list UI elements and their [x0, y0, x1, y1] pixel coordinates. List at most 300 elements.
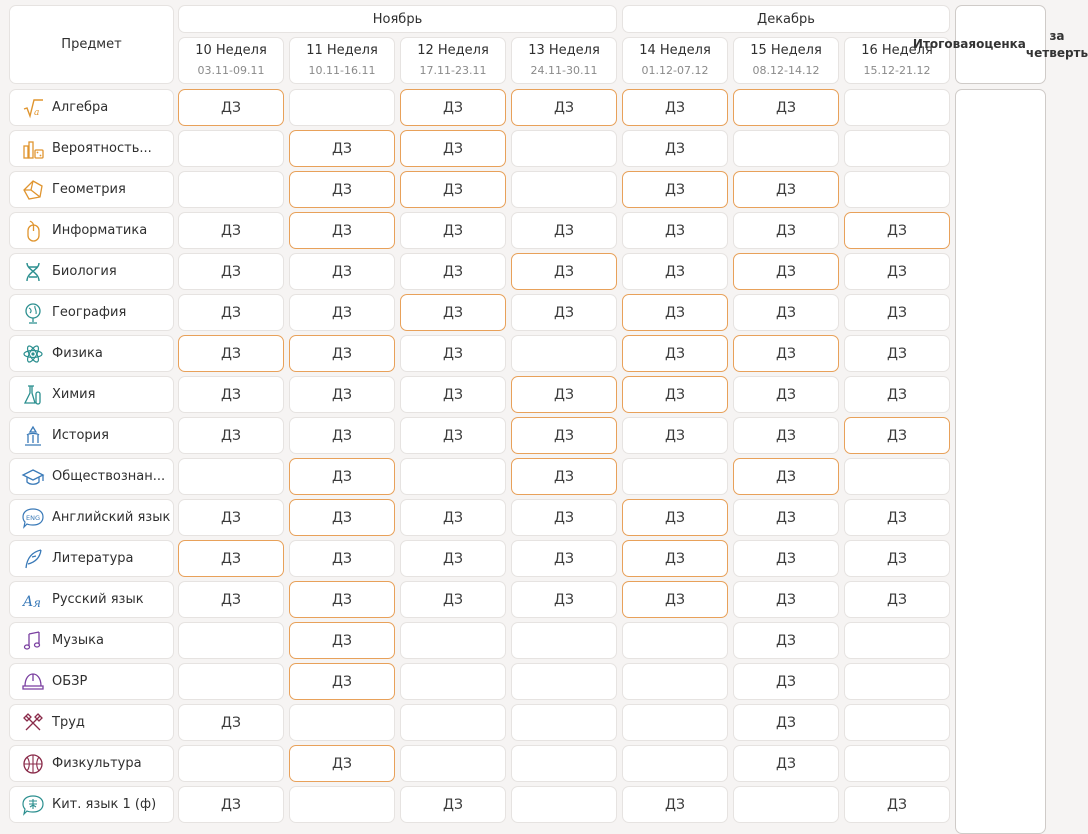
homework-cell[interactable]: [733, 294, 839, 331]
homework-label: ДЗ: [332, 632, 352, 649]
homework-label: ДЗ: [776, 591, 796, 608]
quill-icon: [22, 548, 44, 570]
empty-cell: [844, 89, 950, 126]
graduation-cap-icon: [22, 466, 44, 488]
final-grade-column: [955, 89, 1046, 834]
homework-label: ДЗ: [332, 550, 352, 567]
homework-cell[interactable]: [511, 376, 617, 413]
homework-cell[interactable]: [622, 786, 728, 823]
homework-label: ДЗ: [554, 386, 574, 403]
empty-cell: [511, 745, 617, 782]
empty-cell: [289, 786, 395, 823]
final-grade-header: [912, 5, 1088, 84]
homework-label: ДЗ: [665, 427, 685, 444]
homework-cell[interactable]: [178, 89, 284, 126]
homework-label: ДЗ: [665, 222, 685, 239]
flask-icon: [22, 384, 44, 406]
homework-label: ДЗ: [443, 222, 463, 239]
empty-cell: [400, 745, 506, 782]
homework-label: ДЗ: [776, 550, 796, 567]
homework-cell[interactable]: [289, 294, 395, 331]
empty-cell: [400, 458, 506, 495]
week-header: [733, 37, 839, 84]
subject-name: Обществознан...: [52, 469, 166, 484]
homework-cell[interactable]: [733, 89, 839, 126]
final-grade-label-line: Итоговая: [912, 37, 977, 51]
homework-cell[interactable]: [511, 581, 617, 618]
homework-cell[interactable]: [178, 253, 284, 290]
week-name: 15 Неделя: [750, 42, 822, 58]
homework-label: ДЗ: [887, 304, 907, 321]
homework-cell[interactable]: [178, 499, 284, 536]
homework-label: ДЗ: [554, 222, 574, 239]
homework-label: ДЗ: [554, 509, 574, 526]
homework-cell[interactable]: [178, 212, 284, 249]
homework-cell[interactable]: [289, 458, 395, 495]
empty-cell: [622, 745, 728, 782]
homework-cell[interactable]: [289, 376, 395, 413]
homework-label: ДЗ: [776, 673, 796, 690]
subject-name: Физика: [52, 346, 103, 361]
homework-cell[interactable]: [733, 745, 839, 782]
homework-cell[interactable]: [622, 89, 728, 126]
subject-row-header[interactable]: [9, 745, 174, 782]
subject-row-header[interactable]: [9, 540, 174, 577]
subject-name: Информатика: [52, 223, 148, 238]
homework-cell[interactable]: [400, 253, 506, 290]
empty-cell: [844, 663, 950, 700]
homework-cell[interactable]: [733, 253, 839, 290]
homework-label: ДЗ: [776, 304, 796, 321]
subject-name: География: [52, 305, 127, 320]
svg-text:я: я: [33, 595, 41, 610]
final-grade-label-line: оценка: [976, 37, 1026, 51]
svg-text:ENG: ENG: [25, 513, 41, 522]
empty-cell: [511, 622, 617, 659]
homework-label: ДЗ: [776, 427, 796, 444]
homework-label: ДЗ: [332, 304, 352, 321]
week-header: [289, 37, 395, 84]
homework-cell[interactable]: [289, 540, 395, 577]
homework-cell[interactable]: [622, 212, 728, 249]
homework-label: ДЗ: [443, 263, 463, 280]
week-dates: 10.11-16.11: [308, 63, 376, 77]
subject-row-header[interactable]: [9, 335, 174, 372]
homework-cell[interactable]: [289, 335, 395, 372]
homework-label: ДЗ: [332, 427, 352, 444]
homework-label: ДЗ: [221, 714, 241, 731]
homework-cell[interactable]: [622, 376, 728, 413]
empty-cell: [289, 704, 395, 741]
empty-cell: [178, 622, 284, 659]
homework-cell[interactable]: [844, 540, 950, 577]
week-name: 16 Неделя: [861, 42, 933, 58]
empty-cell: [178, 745, 284, 782]
empty-cell: [511, 663, 617, 700]
week-name: 13 Неделя: [528, 42, 600, 58]
empty-cell: [511, 171, 617, 208]
empty-cell: [511, 786, 617, 823]
temple-icon: [22, 425, 44, 447]
empty-cell: [844, 171, 950, 208]
subject-name: Алгебра: [52, 100, 109, 115]
homework-label: ДЗ: [887, 222, 907, 239]
homework-cell[interactable]: [400, 499, 506, 536]
subject-row-header[interactable]: [9, 786, 174, 823]
homework-label: ДЗ: [887, 509, 907, 526]
week-dates: 01.12-07.12: [641, 63, 709, 77]
chinese-badge-icon: [22, 794, 44, 816]
homework-label: ДЗ: [887, 796, 907, 813]
homework-cell[interactable]: [511, 499, 617, 536]
subject-name: Геометрия: [52, 182, 126, 197]
homework-cell[interactable]: [622, 130, 728, 167]
homework-cell[interactable]: [622, 499, 728, 536]
homework-label: ДЗ: [332, 755, 352, 772]
homework-cell[interactable]: [178, 376, 284, 413]
homework-cell[interactable]: [289, 663, 395, 700]
polyhedron-icon: [22, 179, 44, 201]
empty-cell: [844, 745, 950, 782]
homework-label: ДЗ: [887, 591, 907, 608]
homework-cell[interactable]: [733, 581, 839, 618]
subject-row-header[interactable]: [9, 458, 174, 495]
empty-cell: [844, 704, 950, 741]
homework-cell[interactable]: [400, 376, 506, 413]
homework-cell[interactable]: [400, 130, 506, 167]
homework-cell[interactable]: [733, 663, 839, 700]
homework-cell[interactable]: [178, 417, 284, 454]
month-label: Декабрь: [757, 11, 815, 27]
homework-label: ДЗ: [554, 550, 574, 567]
globe-icon: [22, 302, 44, 324]
homework-label: ДЗ: [887, 263, 907, 280]
homework-label: ДЗ: [554, 468, 574, 485]
homework-label: ДЗ: [776, 714, 796, 731]
homework-label: ДЗ: [776, 222, 796, 239]
homework-label: ДЗ: [443, 796, 463, 813]
subject-name: Литература: [52, 551, 134, 566]
homework-label: ДЗ: [554, 591, 574, 608]
homework-cell[interactable]: [733, 499, 839, 536]
homework-cell[interactable]: [289, 499, 395, 536]
subject-name: Вероятность...: [52, 141, 152, 156]
homework-label: ДЗ: [665, 591, 685, 608]
empty-cell: [622, 663, 728, 700]
homework-cell[interactable]: [511, 540, 617, 577]
homework-label: ДЗ: [221, 263, 241, 280]
homework-cell[interactable]: [733, 376, 839, 413]
homework-label: ДЗ: [776, 509, 796, 526]
homework-label: ДЗ: [221, 796, 241, 813]
svg-text:a: a: [34, 107, 40, 118]
sqrt-icon: [22, 97, 44, 119]
subject-name: Труд: [52, 715, 85, 730]
homework-label: ДЗ: [221, 304, 241, 321]
homework-cell[interactable]: [511, 89, 617, 126]
homework-label: ДЗ: [332, 181, 352, 198]
subject-row-header[interactable]: [9, 212, 174, 249]
empty-cell: [400, 663, 506, 700]
homework-cell[interactable]: [511, 253, 617, 290]
empty-cell: [511, 704, 617, 741]
homework-cell[interactable]: [733, 540, 839, 577]
homework-label: ДЗ: [332, 263, 352, 280]
subject-row-header[interactable]: [9, 376, 174, 413]
empty-cell: [178, 458, 284, 495]
empty-cell: [844, 458, 950, 495]
svg-text:A: A: [23, 593, 34, 610]
subject-name: Химия: [52, 387, 96, 402]
mouse-icon: [22, 220, 44, 242]
homework-label: ДЗ: [776, 755, 796, 772]
homework-label: ДЗ: [332, 509, 352, 526]
subject-column-header: [9, 5, 174, 84]
month-header-november: [178, 5, 617, 33]
homework-label: ДЗ: [665, 386, 685, 403]
homework-cell[interactable]: [622, 335, 728, 372]
homework-cell[interactable]: [400, 581, 506, 618]
homework-cell[interactable]: [733, 171, 839, 208]
homework-cell[interactable]: [400, 171, 506, 208]
homework-cell[interactable]: [400, 294, 506, 331]
homework-label: ДЗ: [665, 550, 685, 567]
homework-label: ДЗ: [332, 222, 352, 239]
homework-cell[interactable]: [844, 499, 950, 536]
dna-icon: [22, 261, 44, 283]
homework-label: ДЗ: [776, 632, 796, 649]
hammer-icon: [22, 712, 44, 734]
homework-label: ДЗ: [776, 468, 796, 485]
week-dates: 17.11-23.11: [419, 63, 487, 77]
homework-cell[interactable]: [622, 417, 728, 454]
homework-cell[interactable]: [844, 786, 950, 823]
dice-chart-icon: [22, 138, 44, 160]
helmet-icon: [22, 671, 44, 693]
empty-cell: [400, 622, 506, 659]
week-header: [511, 37, 617, 84]
homework-label: ДЗ: [221, 386, 241, 403]
subject-name: Английский язык: [52, 510, 171, 525]
homework-label: ДЗ: [443, 427, 463, 444]
subject-row-header[interactable]: [9, 130, 174, 167]
homework-cell[interactable]: [511, 294, 617, 331]
homework-cell[interactable]: [511, 458, 617, 495]
empty-cell: [289, 89, 395, 126]
week-name: 11 Неделя: [306, 42, 378, 58]
homework-cell[interactable]: [178, 786, 284, 823]
homework-label: ДЗ: [443, 99, 463, 116]
homework-label: ДЗ: [332, 673, 352, 690]
homework-cell[interactable]: [289, 622, 395, 659]
subject-name: Биология: [52, 264, 117, 279]
homework-label: ДЗ: [776, 386, 796, 403]
homework-cell[interactable]: [844, 417, 950, 454]
homework-label: ДЗ: [665, 99, 685, 116]
homework-label: ДЗ: [332, 468, 352, 485]
subject-row-header[interactable]: [9, 581, 174, 618]
homework-cell[interactable]: [289, 253, 395, 290]
homework-label: ДЗ: [776, 345, 796, 362]
homework-label: ДЗ: [221, 345, 241, 362]
week-dates: 08.12-14.12: [752, 63, 820, 77]
homework-cell[interactable]: [733, 417, 839, 454]
homework-label: ДЗ: [221, 222, 241, 239]
homework-cell[interactable]: [178, 704, 284, 741]
subject-row-header[interactable]: [9, 253, 174, 290]
homework-label: ДЗ: [443, 591, 463, 608]
homework-cell[interactable]: [400, 89, 506, 126]
homework-label: ДЗ: [554, 263, 574, 280]
homework-label: ДЗ: [887, 386, 907, 403]
homework-cell[interactable]: [622, 253, 728, 290]
homework-label: ДЗ: [665, 796, 685, 813]
subject-row-header[interactable]: [9, 89, 174, 126]
homework-label: ДЗ: [332, 591, 352, 608]
homework-label: ДЗ: [554, 304, 574, 321]
week-dates: 15.12-21.12: [863, 63, 931, 77]
eng-badge-icon: [22, 507, 44, 529]
empty-cell: [622, 704, 728, 741]
empty-cell: [511, 130, 617, 167]
homework-label: ДЗ: [443, 140, 463, 157]
empty-cell: [844, 130, 950, 167]
homework-cell[interactable]: [844, 294, 950, 331]
homework-cell[interactable]: [733, 335, 839, 372]
homework-label: ДЗ: [887, 427, 907, 444]
homework-cell[interactable]: [289, 417, 395, 454]
empty-cell: [844, 622, 950, 659]
subject-row-header[interactable]: [9, 499, 174, 536]
homework-label: ДЗ: [665, 263, 685, 280]
subject-name: Русский язык: [52, 592, 144, 607]
empty-cell: [733, 130, 839, 167]
homework-label: ДЗ: [221, 509, 241, 526]
homework-cell[interactable]: [289, 581, 395, 618]
homework-label: ДЗ: [443, 181, 463, 198]
subject-row-header[interactable]: [9, 417, 174, 454]
homework-label: ДЗ: [221, 591, 241, 608]
week-header: [400, 37, 506, 84]
homework-cell[interactable]: [289, 130, 395, 167]
homework-label: ДЗ: [665, 181, 685, 198]
subject-row-header[interactable]: [9, 704, 174, 741]
empty-cell: [178, 663, 284, 700]
music-notes-icon: [22, 630, 44, 652]
homework-label: ДЗ: [887, 550, 907, 567]
homework-cell[interactable]: [622, 540, 728, 577]
homework-label: ДЗ: [332, 345, 352, 362]
homework-cell[interactable]: [289, 171, 395, 208]
homework-cell[interactable]: [178, 335, 284, 372]
subject-name: Музыка: [52, 633, 104, 648]
homework-label: ДЗ: [443, 304, 463, 321]
homework-cell[interactable]: [178, 294, 284, 331]
week-name: 14 Неделя: [639, 42, 711, 58]
homework-cell[interactable]: [511, 212, 617, 249]
atom-icon: [22, 343, 44, 365]
homework-cell[interactable]: [622, 171, 728, 208]
homework-cell[interactable]: [844, 335, 950, 372]
subject-row-header[interactable]: [9, 171, 174, 208]
homework-cell[interactable]: [844, 376, 950, 413]
homework-label: ДЗ: [221, 99, 241, 116]
homework-cell[interactable]: [733, 212, 839, 249]
empty-cell: [733, 786, 839, 823]
empty-cell: [622, 458, 728, 495]
week-dates: 03.11-09.11: [197, 63, 265, 77]
homework-cell[interactable]: [844, 581, 950, 618]
homework-label: ДЗ: [665, 304, 685, 321]
homework-cell[interactable]: [733, 622, 839, 659]
subject-header-label: Предмет: [61, 37, 122, 52]
subject-name: История: [52, 428, 109, 443]
homework-cell[interactable]: [400, 786, 506, 823]
subject-row-header[interactable]: [9, 622, 174, 659]
homework-label: ДЗ: [776, 181, 796, 198]
empty-cell: [400, 704, 506, 741]
empty-cell: [511, 335, 617, 372]
month-label: Ноябрь: [372, 11, 423, 27]
month-header-december: [622, 5, 950, 33]
homework-cell[interactable]: [400, 335, 506, 372]
subject-row-header[interactable]: [9, 663, 174, 700]
subject-name: Физкультура: [52, 756, 142, 771]
homework-label: ДЗ: [887, 345, 907, 362]
letters-icon: [22, 589, 44, 611]
homework-label: ДЗ: [776, 99, 796, 116]
homework-cell[interactable]: [400, 212, 506, 249]
week-header: [622, 37, 728, 84]
homework-label: ДЗ: [332, 386, 352, 403]
homework-label: ДЗ: [665, 140, 685, 157]
week-header: [178, 37, 284, 84]
homework-cell[interactable]: [289, 212, 395, 249]
homework-label: ДЗ: [554, 99, 574, 116]
ball-icon: [22, 753, 44, 775]
week-dates: 24.11-30.11: [530, 63, 598, 77]
homework-cell[interactable]: [178, 581, 284, 618]
homework-cell[interactable]: [733, 704, 839, 741]
homework-label: ДЗ: [554, 427, 574, 444]
homework-label: ДЗ: [443, 345, 463, 362]
homework-cell[interactable]: [289, 745, 395, 782]
homework-cell[interactable]: [400, 417, 506, 454]
homework-cell[interactable]: [511, 417, 617, 454]
homework-label: ДЗ: [332, 140, 352, 157]
homework-cell[interactable]: [733, 458, 839, 495]
homework-cell[interactable]: [622, 581, 728, 618]
subject-name: ОБЗР: [52, 674, 88, 689]
homework-label: ДЗ: [443, 550, 463, 567]
subject-name: Кит. язык 1 (ф): [52, 797, 157, 812]
empty-cell: [178, 171, 284, 208]
homework-cell[interactable]: [178, 540, 284, 577]
homework-cell[interactable]: [400, 540, 506, 577]
homework-label: ДЗ: [776, 263, 796, 280]
homework-cell[interactable]: [844, 253, 950, 290]
homework-cell[interactable]: [844, 212, 950, 249]
week-name: 10 Неделя: [195, 42, 267, 58]
homework-label: ДЗ: [665, 509, 685, 526]
final-grade-label-line: за четверть: [1025, 28, 1088, 60]
homework-label: ДЗ: [665, 345, 685, 362]
empty-cell: [178, 130, 284, 167]
empty-cell: [622, 622, 728, 659]
homework-label: ДЗ: [221, 427, 241, 444]
homework-cell[interactable]: [622, 294, 728, 331]
subject-row-header[interactable]: [9, 294, 174, 331]
